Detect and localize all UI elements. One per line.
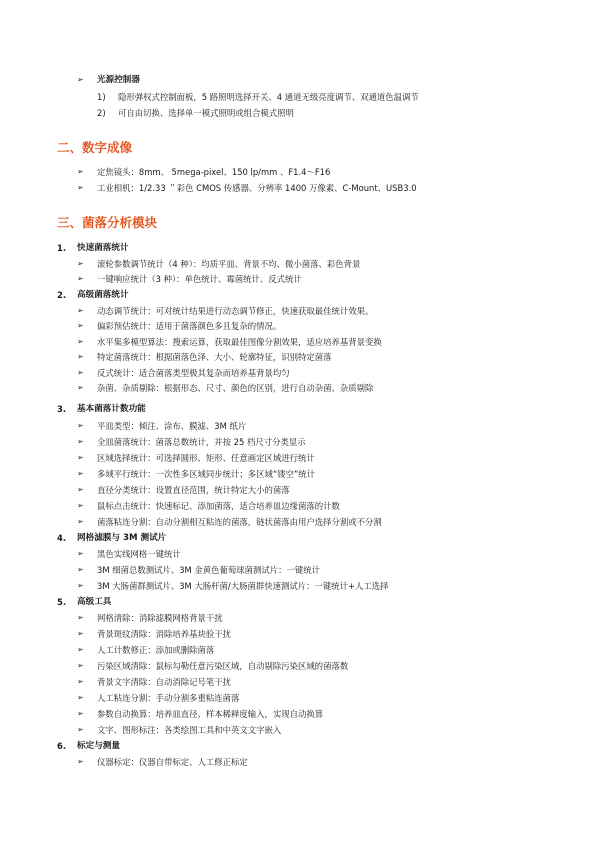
arrow-bullet-icon: ➢ <box>77 661 84 670</box>
arrow-bullet-icon: ➢ <box>77 613 84 622</box>
light-item-text: 隐形弹权式控制面板，5 路照明选择开关、4 通道无级亮度调节、双通道色温调节 <box>118 92 419 102</box>
light-item-text: 可自由切换、选择单一模式照明或组合模式照明 <box>118 108 294 118</box>
arrow-bullet-icon: ➢ <box>77 337 84 346</box>
group-number: 6. <box>57 741 67 751</box>
arrow-bullet-icon: ➢ <box>77 693 84 702</box>
arrow-bullet-icon: ➢ <box>77 383 84 392</box>
arrow-bullet-icon: ➢ <box>77 453 84 462</box>
light-item-number: 1) <box>97 92 106 102</box>
arrow-bullet-icon: ➢ <box>77 629 84 638</box>
arrow-bullet-icon: ➢ <box>77 485 84 494</box>
arrow-bullet-icon: ➢ <box>77 75 84 84</box>
imaging-item: 定焦镜头：8mm、 5mega-pixel、150 lp/mm 、F1.4～F16 <box>97 167 331 177</box>
arrow-bullet-icon: ➢ <box>77 306 84 315</box>
group-item: 鼠标点击统计：快速标记、添加菌落，适合培养皿边缘菌落的计数 <box>97 501 340 511</box>
arrow-bullet-icon: ➢ <box>77 368 84 377</box>
arrow-bullet-icon: ➢ <box>77 321 84 330</box>
group-item: 一键响应统计（3 种）：单色统计、霉菌统计、反式统计 <box>97 274 302 284</box>
group-item: 多域平行统计：一次性多区域同步统计；多区域“镂空”统计 <box>97 469 316 479</box>
group-item: 滚轮参数调节统计（4 种）：均质平皿、背景不均、微小菌落、彩色背景 <box>97 259 361 269</box>
arrow-bullet-icon: ➢ <box>77 757 84 766</box>
group-item: 全皿菌落统计：菌落总数统计，并按 25 档尺寸分类显示 <box>97 437 306 447</box>
light-item-number: 2) <box>97 108 106 118</box>
arrow-bullet-icon: ➢ <box>77 274 84 283</box>
group-item: 网格清除：消除滤膜网格背景干扰 <box>97 613 223 623</box>
group-item: 区域选择统计：可选择圆形、矩形、任意画定区域进行统计 <box>97 453 315 463</box>
group-title: 高级菌落统计 <box>77 290 129 300</box>
group-title: 标定与测量 <box>77 741 120 751</box>
arrow-bullet-icon: ➢ <box>77 581 84 590</box>
group-item: 偏彩预估统计：适用于菌落颜色多且复杂的情况。 <box>97 321 282 331</box>
arrow-bullet-icon: ➢ <box>77 437 84 446</box>
imaging-item: 工业相机：1/2.33 ＂彩色 CMOS 传感器、分辨率 1400 万像素、C-Mount、USB3.0 <box>97 183 417 193</box>
arrow-bullet-icon: ➢ <box>77 549 84 558</box>
arrow-bullet-icon: ➢ <box>77 501 84 510</box>
group-number: 5. <box>57 597 67 607</box>
group-number: 3. <box>57 404 67 414</box>
group-item: 菌落粘连分割：自动分割相互粘连的菌落，链状菌落由用户选择分割或不分割 <box>97 517 382 527</box>
group-item: 杂菌、杂质剔除：根据形态、尺寸、颜色的区别，进行自动杂菌、杂质剔除 <box>97 383 374 393</box>
group-item: 3M 细菌总数测试片、3M 金黄色葡萄球菌测试片：一键统计 <box>97 565 321 575</box>
section-heading-colony-analysis: 三、菌落分析模块 <box>57 215 158 230</box>
group-item: 背景斑纹清除：消除培养基块验干扰 <box>97 629 231 639</box>
group-title: 基本菌落计数功能 <box>77 404 146 414</box>
arrow-bullet-icon: ➢ <box>77 677 84 686</box>
arrow-bullet-icon: ➢ <box>77 709 84 718</box>
arrow-bullet-icon: ➢ <box>77 183 84 192</box>
group-title: 网格滤膜与 3M 测试片 <box>77 533 167 543</box>
arrow-bullet-icon: ➢ <box>77 725 84 734</box>
group-item: 特定菌落统计：根据菌落色泽、大小、轮廓特征，识别特定菌落 <box>97 352 332 362</box>
group-item: 水平集多模型算法：搜索运算，获取最佳图像分割效果，适应培养基背景变换 <box>97 337 382 347</box>
light-controller-title: 光源控制器 <box>97 75 140 85</box>
group-item: 文字、图形标注：各类绘图工具和中英文文字嵌入 <box>97 725 282 735</box>
group-title: 快速菌落统计 <box>77 243 129 253</box>
group-item: 背景文字清除：自动消除记号笔干扰 <box>97 677 231 687</box>
arrow-bullet-icon: ➢ <box>77 469 84 478</box>
group-item: 参数自动换算：培养皿直径、样本稀释度输入，实现自动换算 <box>97 709 324 719</box>
arrow-bullet-icon: ➢ <box>77 352 84 361</box>
group-item: 污染区域清除：鼠标勾勒任意污染区域，自动剔除污染区域的菌落数 <box>97 661 349 671</box>
arrow-bullet-icon: ➢ <box>77 259 84 268</box>
group-item: 人工粘连分割：手动分割多重粘连菌落 <box>97 693 240 703</box>
group-item: 3M 大肠菌群测试片、3M 大肠杆菌/大肠菌群快速测试片：一键统计+人工选择 <box>97 581 389 591</box>
group-number: 1. <box>57 243 67 253</box>
group-item: 仪器标定：仪器自带标定、人工修正标定 <box>97 757 248 767</box>
group-number: 4. <box>57 533 67 543</box>
group-item: 反式统计：适合菌落类型极其复杂而培养基背景均匀 <box>97 368 290 378</box>
group-item: 动态调节统计：可对统计结果进行动态调节修正，快速获取最佳统计效果。 <box>97 306 374 316</box>
arrow-bullet-icon: ➢ <box>77 565 84 574</box>
group-item: 平皿类型：倾注、涂布、膜滤、3M 纸片 <box>97 421 247 431</box>
arrow-bullet-icon: ➢ <box>77 517 84 526</box>
group-number: 2. <box>57 290 67 300</box>
section-heading-digital-imaging: 二、数字成像 <box>57 140 133 155</box>
group-item: 直径分类统计：设置直径范围，统计特定大小的菌落 <box>97 485 290 495</box>
arrow-bullet-icon: ➢ <box>77 421 84 430</box>
group-item: 黑色实线网格一键统计 <box>97 549 181 559</box>
group-title: 高级工具 <box>77 597 112 607</box>
arrow-bullet-icon: ➢ <box>77 645 84 654</box>
group-item: 人工计数修正：添加或删除菌落 <box>97 645 215 655</box>
arrow-bullet-icon: ➢ <box>77 167 84 176</box>
